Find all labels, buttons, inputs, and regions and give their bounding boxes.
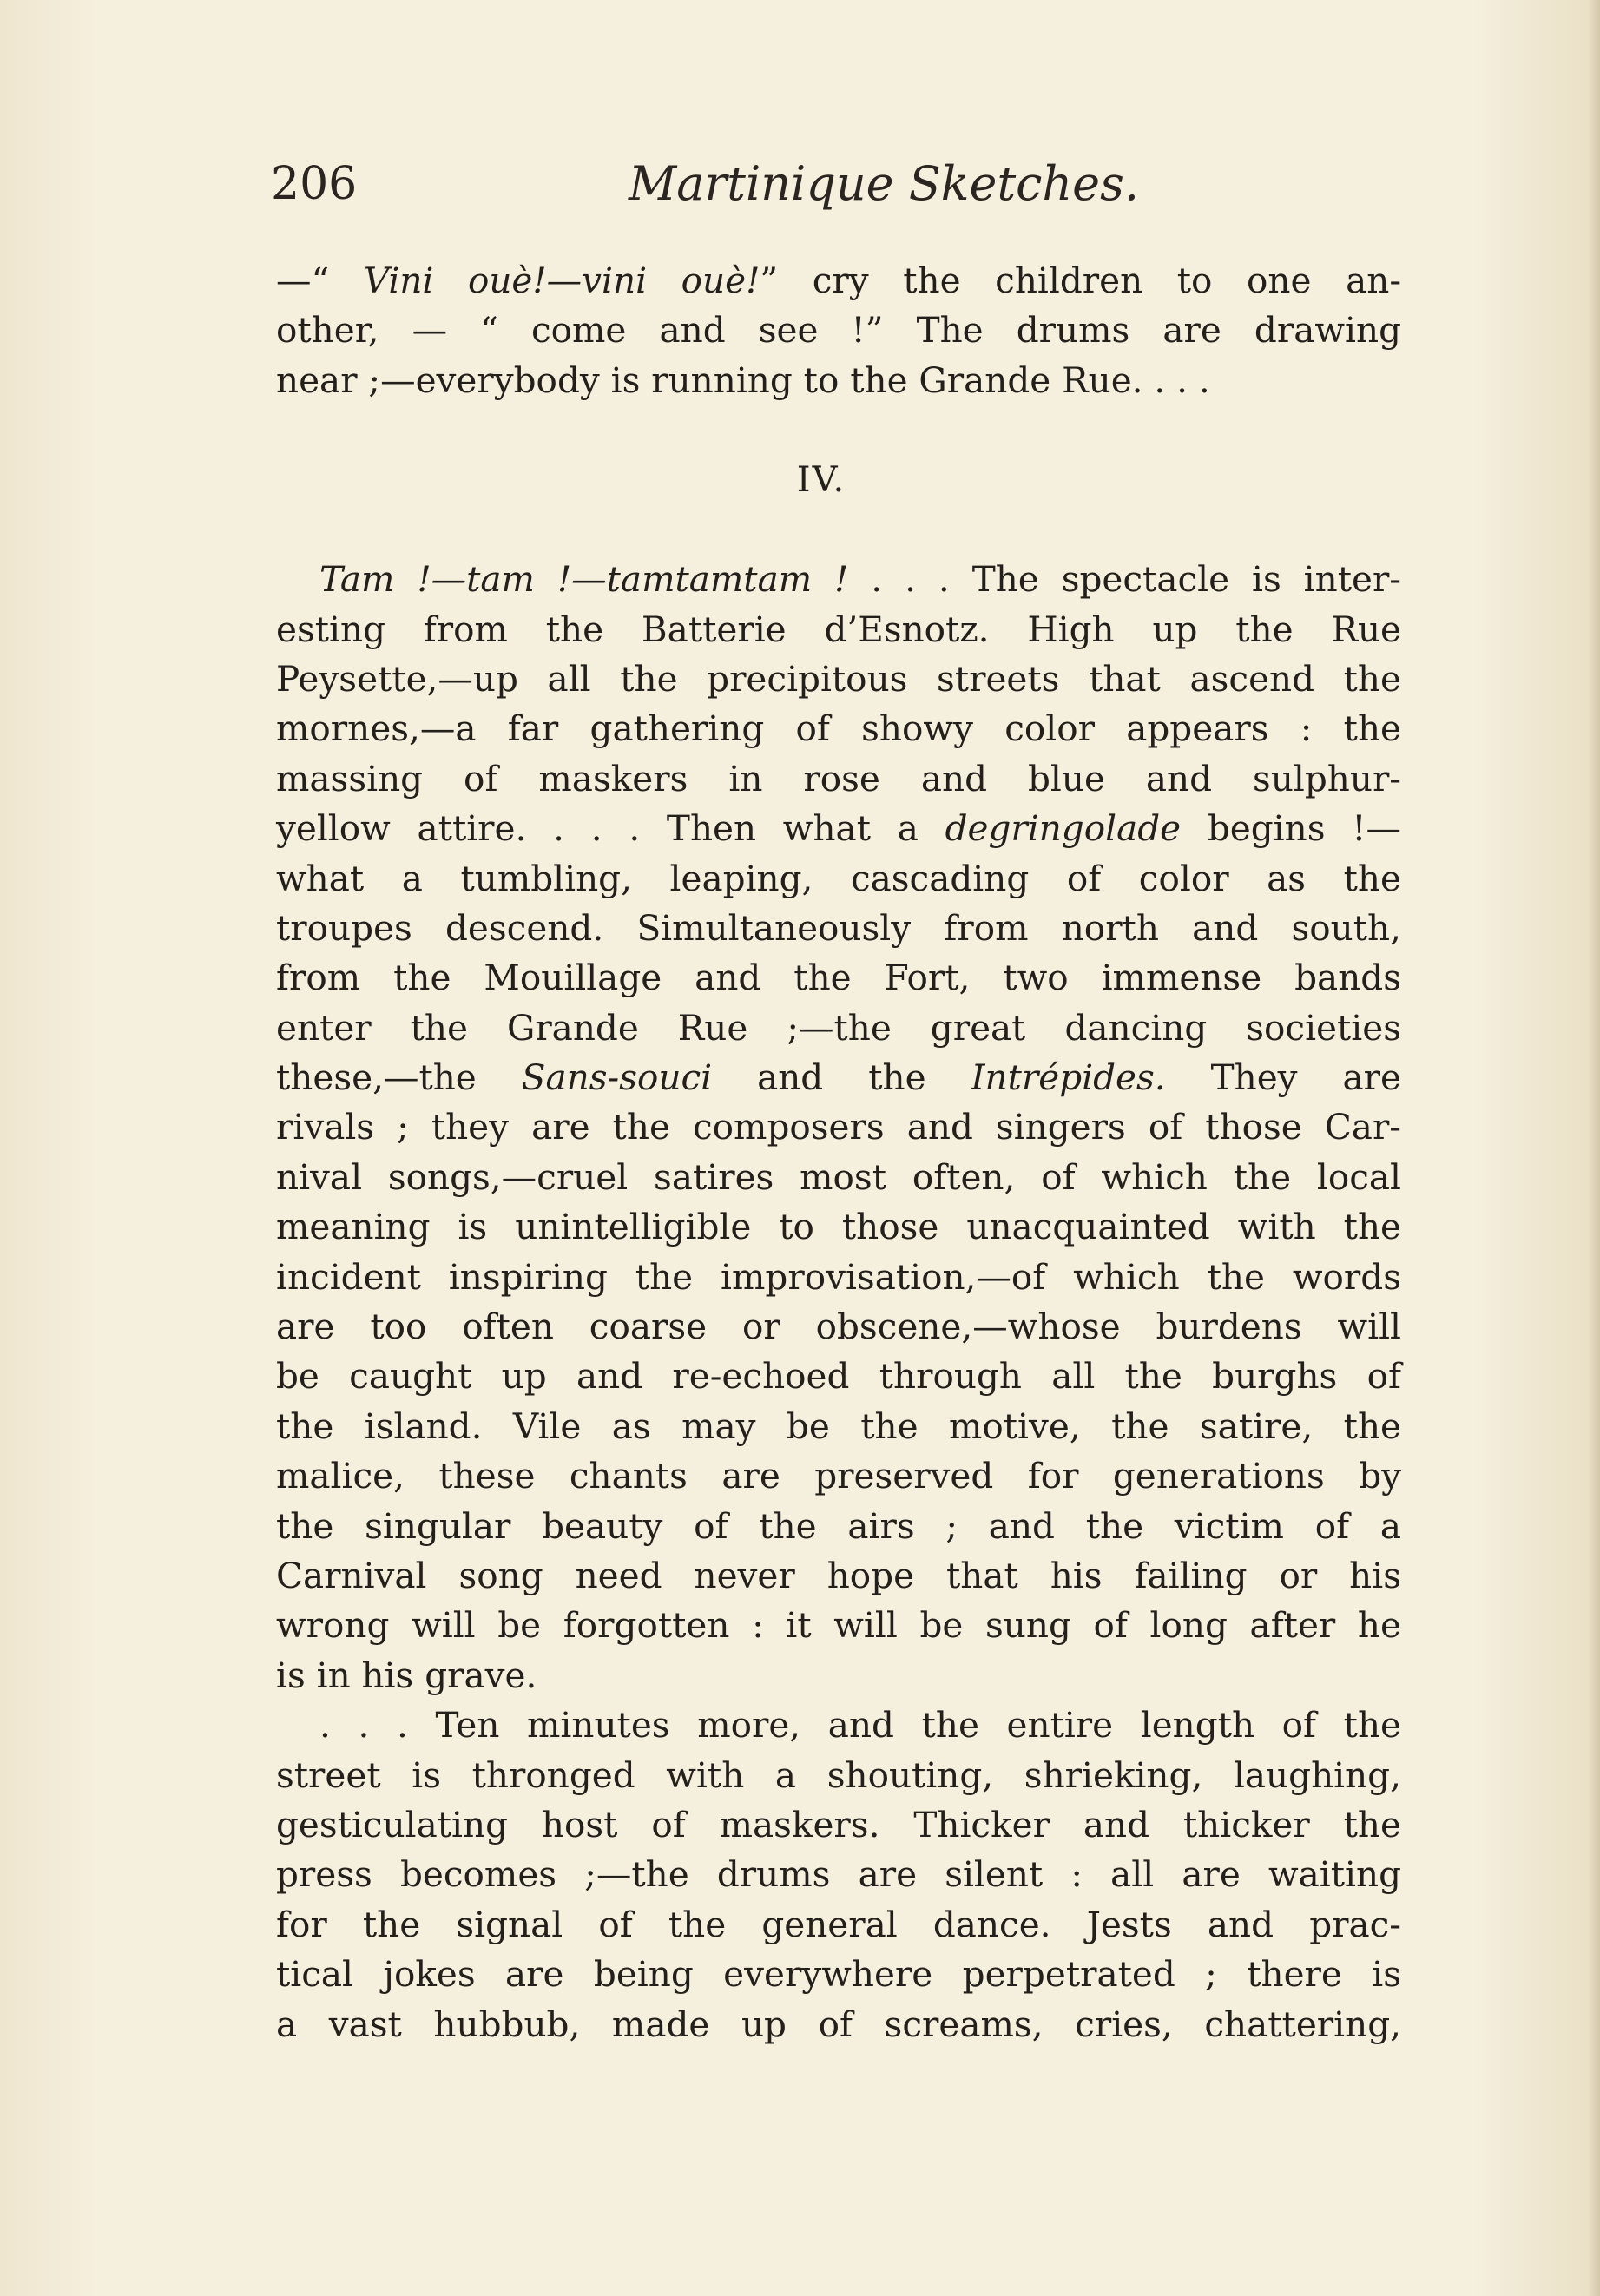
text-line: —“ Vini ouè!—vini ouè!” cry the children to one an-	[276, 260, 1402, 301]
page-header	[271, 149, 1399, 219]
text-line: yellow attire. . . . Then what a degringolade begins !—	[276, 807, 1401, 850]
text-line: incident inspiring the improvisation,—of which the words	[276, 1255, 1401, 1298]
text-line: a vast hubbub, made up of screams, cries, chattering,	[276, 2003, 1401, 2045]
text-line: Peysette,—up all the precipitous streets that ascend the	[276, 657, 1401, 700]
text-line: are too often coarse or obscene,—whose burdens will	[276, 1306, 1401, 1348]
text-line: enter the Grande Rue ;—the great dancing societies	[276, 1006, 1401, 1049]
text-line: gesticulating host of maskers. Thicker and thicker the	[276, 1803, 1401, 1845]
text-line: wrong will be forgotten : it will be sung of long after he	[276, 1604, 1401, 1647]
text-line: esting from the Batterie d’Esnotz. High up the Rue	[276, 608, 1401, 650]
text-line: be caught up and re-echoed through all the burghs of	[276, 1355, 1401, 1398]
page-number: 206	[271, 158, 358, 210]
text-line: these,—the Sans-souci and the Intrépides. They are	[276, 1056, 1402, 1099]
text-line: press becomes ;—the drums are silent : all are waiting	[276, 1853, 1401, 1896]
text-line: Carnival song need never hope that his failing or his	[276, 1554, 1401, 1596]
text-line: meaning is unintelligible to those unacquainted with the	[276, 1206, 1401, 1248]
text-line: the island. Vile as may be the motive, the satire, the	[276, 1405, 1401, 1447]
section-heading: IV.	[796, 460, 846, 501]
text-line: nival songs,—cruel satires most often, of which the local	[276, 1155, 1401, 1198]
text-line: . . . Ten minutes more, and the entire length of the	[319, 1704, 1401, 1747]
text-line: troupes descend. Simultaneously from north and south,	[276, 906, 1401, 949]
text-line: near ;—everybody is running to the Grande Rue. . . .	[276, 359, 1210, 401]
text-line: malice, these chants are preserved for generations by	[276, 1455, 1401, 1497]
text-line: massing of maskers in rose and blue and sulphur-	[276, 757, 1401, 799]
body-text	[276, 256, 1401, 2049]
text-line: rivals ; they are the composers and singers of those Car-	[276, 1106, 1401, 1148]
text-line: mornes,—a far gathering of showy color appears : the	[276, 707, 1401, 750]
text-line: Tam !—tam !—tamtamtam ! . . . The spectacle is inter-	[319, 558, 1401, 601]
text-line: street is thronged with a shouting, shrieking, laughing,	[276, 1753, 1401, 1796]
text-line: from the Mouillage and the Fort, two immense bands	[276, 957, 1401, 999]
running-title: Martinique Sketches.	[629, 156, 1140, 211]
text-line: for the signal of the general dance. Jests and prac-	[276, 1903, 1401, 1945]
text-line: is in his grave.	[276, 1654, 537, 1696]
text-line: other, — “ come and see !” The drums are drawing	[276, 309, 1401, 352]
text-line: tical jokes are being everywhere perpetrated ; there is	[276, 1953, 1401, 1996]
text-line: what a tumbling, leaping, cascading of color as the	[276, 857, 1401, 899]
text-line: the singular beauty of the airs ; and the victim of a	[276, 1504, 1401, 1547]
